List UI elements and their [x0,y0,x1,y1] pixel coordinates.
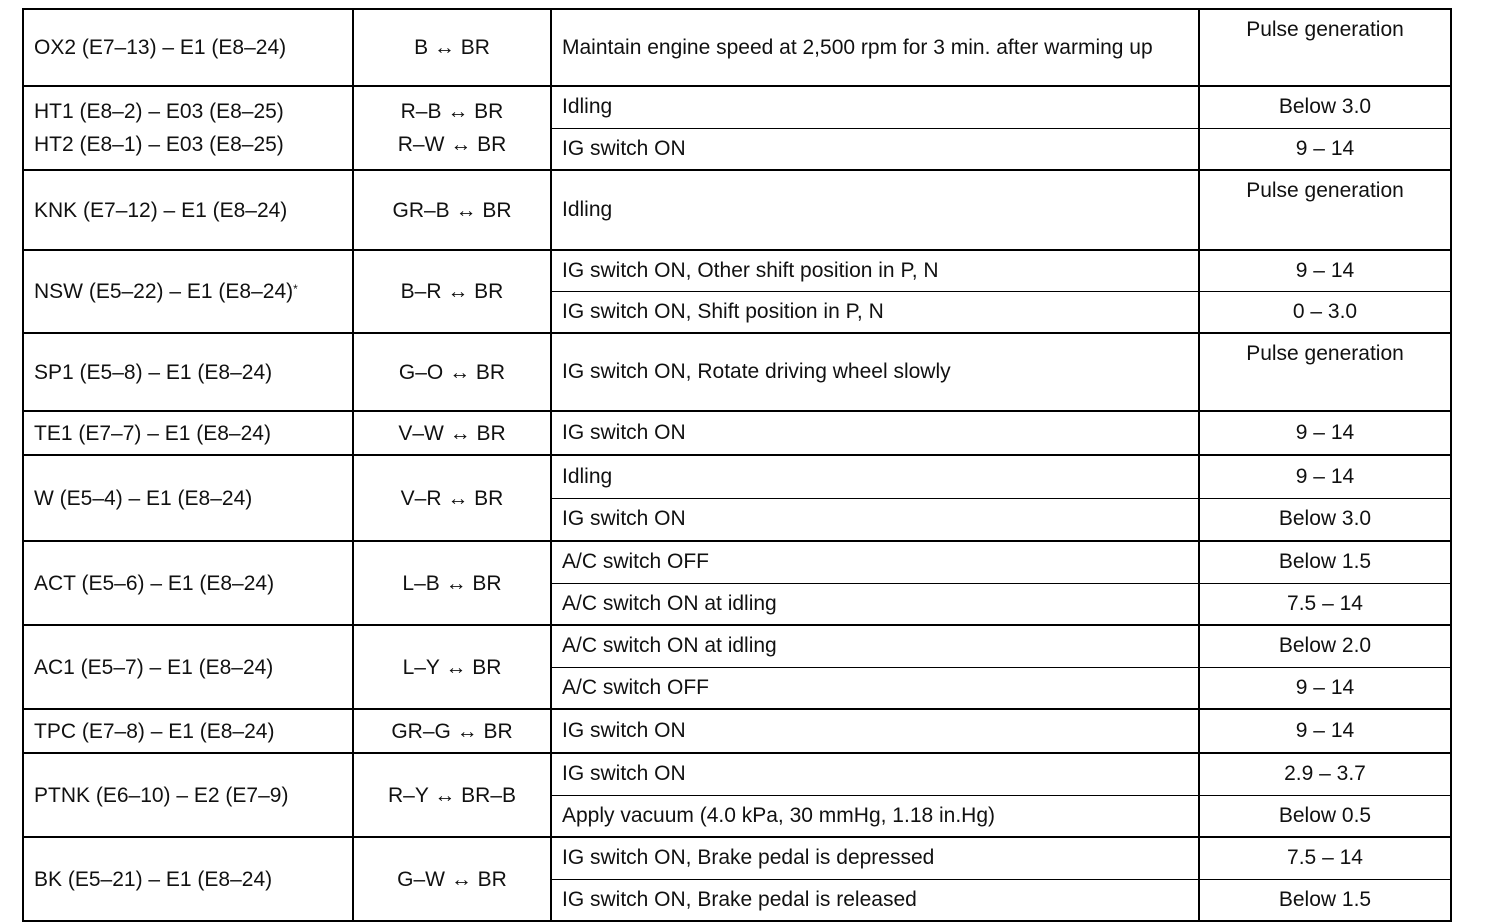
condition-cell: Idling [552,456,1200,498]
terminals-cell [24,710,354,752]
condition-cell: Idling [552,171,1200,249]
wiring-cell [354,412,552,454]
wiring-color-label: B–R ↔ BR [400,280,504,303]
table-row-group [24,171,1450,251]
spec-cell: Below 3.0 [1278,507,1372,531]
table-row-group [24,456,1450,542]
terminal-label: AC1 (E5–7) – E1 (E8–24) [34,655,274,679]
table-row-group [24,626,1450,710]
spec-cell: Below 1.5 [1278,550,1372,574]
terminal-label: OX2 (E7–13) – E1 (E8–24) [34,36,287,59]
table-row-group [24,251,1450,334]
table-row-group [24,334,1450,412]
wiring-color-label: L–Y ↔ BR [402,655,502,679]
table-row [552,710,1450,752]
table-row [552,292,1450,332]
wiring-color-label: B ↔ BR [414,36,490,59]
wiring-color-label: GR–G ↔ BR [391,719,513,743]
terminals-cell [24,334,354,410]
table-row [552,412,1450,454]
condition-cell: IG switch ON, Brake pedal is released [552,880,1200,921]
wiring-cell [354,251,552,332]
table-row [552,499,1450,541]
terminal-label: W (E5–4) – E1 (E8–24) [34,486,253,510]
spec-cell: Pulse generation [1246,179,1404,202]
spec-cell: 9 – 14 [1295,464,1355,488]
table-row-group [24,754,1450,838]
terminals-cell [24,251,354,332]
condition-cell: IG switch ON, Shift position in P, N [552,292,1200,332]
wiring-color-label: GR–B ↔ BR [392,198,512,222]
wiring-cell [354,754,552,836]
terminals-cell [24,626,354,708]
spec-cell: Below 1.5 [1278,887,1372,911]
condition-cell: IG switch ON, Rotate driving wheel slowly [552,334,1200,410]
spec-cell: 7.5 – 14 [1287,846,1363,870]
spec-cell: 2.9 – 3.7 [1284,762,1366,786]
wiring-cell [354,456,552,540]
wiring-cell [354,87,552,169]
table-row [552,334,1450,410]
footnote-mark: * [293,282,298,296]
wiring-cell [354,710,552,752]
wiring-cell [354,10,552,85]
condition-cell: A/C switch ON at idling [552,626,1200,667]
spec-cell: 9 – 14 [1295,421,1355,444]
terminals-cell [24,171,354,249]
table-row [552,880,1450,921]
spec-cell: 9 – 14 [1295,719,1355,742]
condition-cell: IG switch ON, Brake pedal is depressed [552,838,1200,879]
wiring-color-label: R–Y ↔ BR–B [388,783,516,807]
wiring-color-label: G–O ↔ BR [398,360,506,384]
condition-cell: A/C switch OFF [552,542,1200,583]
spec-cell: 9 – 14 [1295,136,1355,160]
wiring-cell [354,838,552,920]
wiring-cell [354,334,552,410]
terminal-label: NSW (E5–22) – E1 (E8–24) [34,280,294,303]
table-row [552,626,1450,668]
table-row [552,668,1450,709]
table-row [552,796,1450,837]
condition-cell: IG switch ON, Other shift position in P, N [552,251,1200,291]
terminal-label: TPC (E7–8) – E1 (E8–24) [34,719,275,743]
condition-cell: IG switch ON [552,754,1200,795]
condition-cell: A/C switch OFF [552,668,1200,709]
table-row [552,542,1450,584]
condition-cell: IG switch ON [552,710,1200,752]
spec-cell: 9 – 14 [1295,259,1355,282]
table-row-group [24,87,1450,171]
table-row [552,129,1450,170]
terminal-label: HT2 (E8–1) – E03 (E8–25) [34,133,284,156]
wiring-color-label: G–W ↔ BR [397,867,507,891]
wiring-color-label: V–W ↔ BR [398,421,506,445]
condition-cell: IG switch ON [552,129,1200,170]
table-row [552,251,1450,292]
table-row [552,584,1450,625]
terminals-cell [24,542,354,624]
wiring-cell [354,626,552,708]
terminal-label: PTNK (E6–10) – E2 (E7–9) [34,783,289,807]
terminal-label: ACT (E5–6) – E1 (E8–24) [34,571,275,595]
terminal-label: BK (E5–21) – E1 (E8–24) [34,867,273,891]
table-row-group [24,412,1450,456]
table-row [552,10,1450,85]
spec-cell: 7.5 – 14 [1287,591,1363,615]
table-row [552,171,1450,249]
spec-cell: Below 3.0 [1278,95,1372,119]
terminals-cell [24,10,354,85]
terminals-cell [24,754,354,836]
spec-cell: Below 0.5 [1278,803,1372,827]
terminal-voltage-table [22,8,1452,922]
spec-cell: Below 2.0 [1278,634,1372,658]
table-row [552,754,1450,796]
condition-cell: A/C switch ON at idling [552,584,1200,625]
spec-cell: Pulse generation [1246,18,1404,41]
terminals-cell [24,412,354,454]
terminal-label: HT1 (E8–2) – E03 (E8–25) [34,100,284,123]
terminals-cell [24,456,354,540]
terminal-label: TE1 (E7–7) – E1 (E8–24) [34,421,271,445]
table-row-group [24,710,1450,754]
wiring-color-label: L–B ↔ BR [402,571,502,595]
wiring-cell [354,542,552,624]
wiring-cell [354,171,552,249]
table-row [552,87,1450,129]
terminal-label: KNK (E7–12) – E1 (E8–24) [34,198,288,222]
wiring-color-label: R–B ↔ BR [400,100,504,123]
table-row-group [24,542,1450,626]
spec-cell: Pulse generation [1246,342,1404,365]
condition-cell: Apply vacuum (4.0 kPa, 30 mmHg, 1.18 in.Hg) [552,796,1200,837]
table-row [552,456,1450,499]
table-row-group [24,838,1450,920]
table-row [552,838,1450,880]
condition-cell: Idling [552,87,1200,128]
wiring-color-label: R–W ↔ BR [397,133,507,156]
spec-cell: 9 – 14 [1295,675,1355,699]
spec-cell: 0 – 3.0 [1292,300,1358,323]
condition-cell: Maintain engine speed at 2,500 rpm for 3 min. after warming up [552,10,1200,85]
condition-cell: IG switch ON [552,499,1200,541]
condition-cell: IG switch ON [552,412,1200,454]
terminals-cell [24,838,354,920]
wiring-color-label: V–R ↔ BR [400,486,504,510]
terminals-cell [24,87,354,169]
terminal-label: SP1 (E5–8) – E1 (E8–24) [34,360,273,384]
table-row-group [24,10,1450,87]
